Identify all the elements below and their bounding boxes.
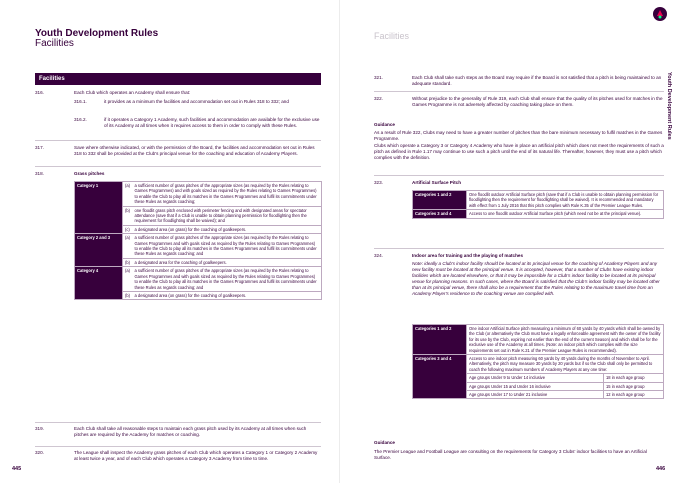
item-mark: (a)	[123, 267, 133, 292]
table-row	[75, 234, 322, 259]
item-mark: (b)	[123, 258, 133, 266]
subrule-text: if it operates a Category 1 Academy, such facilities and accommodation are available for the exclusive use of its Academy at all times when it requires access to them in order to comply with these Rules.	[104, 117, 320, 129]
rule-heading: Artificial Surface Pitch	[412, 180, 462, 185]
table-row	[413, 210, 664, 218]
category-cell: Categories 3 and 4	[413, 210, 467, 218]
rule-number: 317.	[35, 145, 44, 150]
rule-number: 319.	[35, 426, 44, 431]
max-players-cell: 15 in each age group	[604, 382, 664, 390]
age-group-cell: Age groups Under 17 to Under 21 inclusive	[467, 391, 604, 399]
category-cell: Categories 3 and 4	[413, 355, 467, 399]
divider	[374, 175, 664, 176]
divider	[374, 91, 664, 92]
rule-number: 320.	[35, 450, 44, 455]
table-row	[75, 267, 322, 292]
guidance-heading: Guidance	[374, 440, 395, 445]
rule-text: Save where otherwise indicated, or with the permission of the Board, the facilities and accommodation set out in Rules 318 to 332 shall be provided at the Club's principal venue for the coaching and education of Academy Players.	[74, 145, 315, 157]
side-tab	[666, 72, 674, 162]
age-group-cell: Age groups Under 9 to Under 14 inclusive	[467, 374, 604, 382]
divider	[35, 422, 321, 423]
table-row	[413, 325, 664, 355]
age-group-cell: Age groups Under 15 and Under 16 inclusive	[467, 382, 604, 390]
rule-text: The League shall inspect the Academy grass pitches of each Club which operates a Category 1 or Category 2 Academy at least twice a year, and of each Club which operates a Category 3 Academy from time to time.	[74, 450, 318, 462]
rule-heading: Grass pitches	[74, 171, 105, 176]
rule-text: Each Club which operates an Academy shall ensure that:	[74, 90, 191, 95]
rule-number: 321.	[374, 75, 383, 80]
section-bar-label: Facilities	[39, 76, 65, 82]
guidance-text: Clubs which operate a Category 3 or Category 4 Academy who have in place an artificial pitch which does not meet the requirements of such a pitch as defined in Rule 1.17 may continue to use such a pitch until the end of its natural life. Thereafter, however, they must use a pitch which complies with the definition.	[374, 143, 664, 161]
rule-number: 316.	[35, 90, 44, 95]
category-cell: Category 1	[75, 182, 123, 234]
item-mark: (c)	[123, 225, 133, 233]
rule-text: Without prejudice to the generality of Rule 319, each Club shall ensure that the quality of its pitches used for matches in the Games Programme is not adversely affected by coaching taking place on them.	[412, 96, 663, 108]
rule-number: 323.	[374, 180, 383, 185]
requirement-cell: One floodlit outdoor Artificial Surface pitch (save that if a Club is unable to obtain planning permission for floodlighting then the requirement for floodlighting shall be waived). It is recommended and mandatory with effect from 1 July 2016 that this pitch complies with Rule K.35 of the Premier League Rules.	[467, 191, 664, 210]
side-tab-label: Youth Development Rules	[666, 72, 672, 140]
subrule-number: 316.2.	[74, 117, 87, 122]
divider	[35, 140, 321, 141]
page-header: Facilities	[374, 31, 410, 41]
item-text: a designated area (on grass) for the coaching of goalkeepers.	[133, 291, 322, 299]
page-subtitle: Facilities	[35, 38, 74, 49]
guidance-text: The Premier League and Football League are consulting on the requirements for Category 3 Clubs' indoor facilities to have an Artificial Surface.	[374, 449, 647, 461]
indoor-area-table	[412, 324, 664, 399]
premier-league-logo-icon	[652, 6, 668, 22]
subrule-number: 316.1.	[74, 99, 87, 104]
grass-pitches-table	[74, 181, 322, 300]
requirement-cell: Access to one floodlit outdoor Artificial Surface pitch (which need not be at the principal venue).	[467, 210, 664, 218]
requirement-cell: Access to one indoor pitch measuring 60 yards by 40 yards during the months of November to April. Alternatively, the pitch may measure 30 yards by 20 yards but if so the Club shall only be permitted to coach the following maximum numbers of Academy Players at any one time:	[467, 355, 664, 374]
item-mark: (b)	[123, 291, 133, 299]
table-row	[75, 182, 322, 207]
requirement-cell: One indoor Artificial Surface pitch measuring a minimum of 60 yards by 40 yards which shall be owned by the Club (or alternatively the Club must have a legally enforceable agreement with the owner of the facility for its use by the Club, expiring not earlier than the end of the current Season) and which shall be for the exclusive use of the Academy at all times. (Note: an indoor pitch which complies with the size requirements set out in Rule K.21 of the Premier League Rules is recommended).	[467, 325, 664, 355]
guidance-text: As a result of Rule 322, Clubs may need to have a greater number of pitches than the bare minimum necessary to fulfil matches in the Games Programme.	[374, 130, 663, 142]
table-row	[413, 355, 664, 374]
divider	[35, 166, 321, 167]
page-title: Youth Development Rules	[35, 28, 159, 39]
category-cell: Categories 1 and 2	[413, 325, 467, 355]
category-cell: Categories 1 and 2	[413, 191, 467, 210]
item-mark: (a)	[123, 234, 133, 259]
table-row	[413, 191, 664, 210]
item-mark: (b)	[123, 206, 133, 225]
section-bar	[35, 73, 321, 85]
item-text: a sufficient number of grass pitches of the appropriate sizes (as required by the Rules relating to Games Programmes) and with goals sized as required by the Rules relating to Games Programmes) to enable the Club to play all its matches in the Games Programmes and fulfil its commitments under these Rules as regards coaching;	[133, 182, 322, 207]
divider	[374, 248, 664, 249]
item-text: one floodlit grass pitch enclosed with perimeter fencing and with designated areas for spectator attendance (save that if a Club is unable to obtain planning permission for floodlighting then the requirement for floodlighting shall be waived); and	[133, 206, 322, 225]
artificial-pitch-table	[412, 190, 664, 219]
max-players-cell: 12 in each age group	[604, 391, 664, 399]
item-mark: (a)	[123, 182, 133, 207]
rule-number: 318.	[35, 171, 44, 176]
rule-heading: Indoor area for training and the playing of matches	[412, 253, 524, 258]
category-cell: Category 4	[75, 267, 123, 300]
rule-text: Each Club shall take all reasonable steps to maintain each grass pitch used by its Academy at all times when such pitches are required by the Academy for matches or coaching.	[74, 426, 307, 438]
right-page	[340, 0, 680, 483]
max-players-cell: 18 in each age group	[604, 374, 664, 382]
item-text: a designated area (on grass) for the coaching of goalkeepers.	[133, 225, 322, 233]
rule-number: 322.	[374, 96, 383, 101]
rule-note: Note: ideally a Club's indoor facility should be located at its principal venue for the coaching of Academy Players and any new facility must be located at the principal venue. It is accepted, however, that a number of Clubs have existing indoor facilities which are located elsewhere, or that it may be impossible for a Club's indoor facility to be located at its principal venue for planning reasons. In such cases, where the Board is satisfied that the Club's indoor facility may be located other than at its principal venue, there shall also be a requirement that the Rules relating to the maximum travel time from an Academy Player's residence to the coaching venue are complied with.	[412, 261, 660, 297]
category-cell: Category 2 and 3	[75, 234, 123, 267]
rule-text: Each Club shall take such steps as the Board may require if the Board is not satisfied that a pitch is being maintained to an adequate standard.	[412, 75, 662, 87]
subrule-text: it provides as a minimum the facilities and accommodation set out in Rules 318 to 332; and	[104, 99, 289, 104]
page-number: 445	[12, 466, 22, 472]
item-text: a sufficient number of grass pitches of the appropriate sizes (as required by the Rules relating to Games Programmes and with goals sized as required by the Rules relating to Games Programmes) to enable the Club to play all its matches in the Games Programmes and fulfil its commitments under these Rules as regards coaching; and	[133, 234, 322, 259]
item-text: a designated area for the coaching of goalkeepers.	[133, 258, 322, 266]
guidance-heading: Guidance	[374, 122, 395, 127]
rule-number: 324.	[374, 253, 383, 258]
divider	[35, 446, 321, 447]
item-text: a sufficient number of grass pitches of the appropriate sizes (as required by the Rules relating to Games Programmes and with goals sized as required by the Rules relating to Games Programmes) to enable the Club to play all its matches in the Games Programmes and fulfil its commitments under these Rules as regards coaching; and	[133, 267, 322, 292]
page-number: 446	[656, 466, 666, 472]
